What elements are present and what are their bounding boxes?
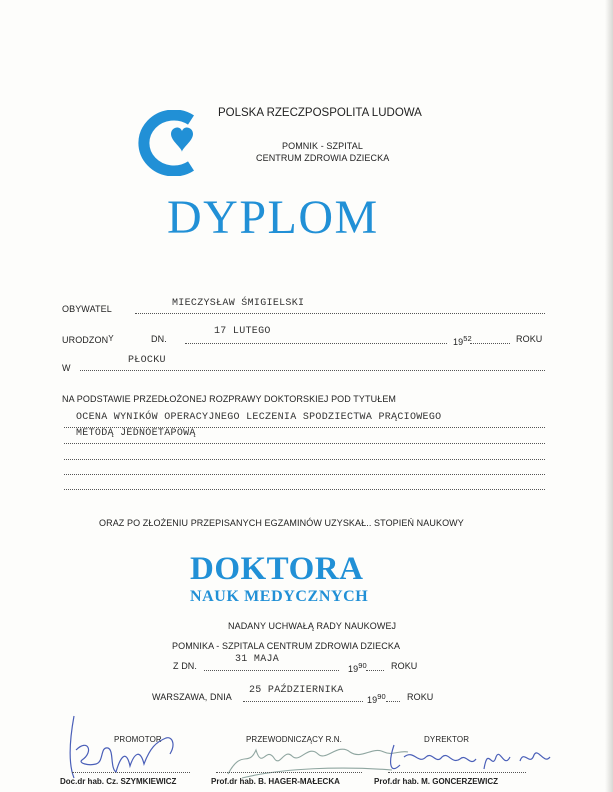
birth-place: PŁOCKU	[128, 355, 166, 366]
place-label: W	[62, 363, 71, 373]
citizen-label: OBYWATEL	[62, 304, 112, 314]
thesis-intro: NA PODSTAWIE PRZEDŁOŻONEJ ROZPRAWY DOKTORSKIEJ POD TYTUŁEM	[62, 394, 397, 404]
institution-line-2: CENTRUM ZDROWIA DZIECKA	[256, 153, 390, 163]
degree-subtitle: NAUK MEDYCZNYCH	[190, 588, 369, 605]
citizen-name: MIECZYSŁAW ŚMIGIELSKI	[172, 298, 305, 309]
thesis-dotted-line-3	[64, 459, 545, 460]
issue-prefix: WARSZAWA, DNIA	[152, 692, 232, 702]
issue-year-dotted-line	[386, 701, 400, 702]
degree-title: DOKTORA	[190, 551, 364, 587]
heart-c-logo-icon	[133, 110, 213, 176]
born-label: URODZONY	[62, 334, 114, 345]
signatory-role-director: DYREKTOR	[424, 735, 470, 744]
conferral-year: $19^{90}$	[348, 661, 367, 674]
director-signature-icon	[380, 735, 555, 780]
director-signature-line	[388, 772, 526, 773]
birth-date-dotted-line	[185, 343, 447, 344]
day-label: DN.	[151, 334, 167, 344]
year-label: ROKU	[516, 334, 543, 344]
republic-name: POLSKA RZECZPOSPOLITA LUDOWA	[218, 107, 422, 119]
thesis-title-line-1: OCENA WYNIKÓW OPERACYJNEGO LECZENIA SPODZIECTWA PRĄCIOWEGO	[76, 412, 442, 423]
page-edge-shadow	[605, 0, 613, 792]
promotor-signature-line	[72, 772, 190, 773]
thesis-dotted-line-5	[64, 489, 545, 490]
birth-year-dotted-line	[470, 343, 510, 344]
issue-year: $19^{90}$	[367, 692, 386, 705]
issue-date-dotted-line	[243, 701, 363, 702]
diploma-title: DYPLOM	[167, 191, 379, 244]
issue-year-label: ROKU	[407, 692, 434, 702]
citizen-dotted-line	[135, 313, 545, 314]
conferral-date-prefix: Z DN.	[173, 661, 197, 671]
birth-year: $19^{52}$	[453, 334, 472, 347]
signatory-name-chair: Prof.dr hab. B. HAGER-MAŁECKA	[211, 777, 340, 786]
thesis-dotted-line-2	[64, 443, 545, 444]
issue-date: 25 PAŹDZIERNIKA	[249, 685, 344, 696]
conferral-date-dotted-line	[204, 670, 339, 671]
birth-date: 17 LUTEGO	[214, 326, 271, 337]
conferral-date: 31 MAJA	[235, 654, 280, 665]
conferral-line-1: NADANY UCHWAŁĄ RADY NAUKOWEJ	[228, 621, 397, 631]
signatory-role-chair: PRZEWODNICZĄCY R.N.	[246, 735, 342, 744]
institution-line-1: POMNIK - SZPITAL	[282, 141, 363, 151]
conferral-year-label: ROKU	[391, 661, 418, 671]
signatory-role-promotor: PROMOTOR	[114, 735, 162, 744]
signatory-name-director: Prof.dr hab. M. GONCERZEWICZ	[374, 777, 498, 786]
conferral-year-dotted-line	[366, 670, 384, 671]
thesis-title-line-2: METODĄ JEDNOETAPOWĄ	[76, 428, 196, 439]
signatory-name-promotor: Doc.dr hab. Cz. SZYMKIEWICZ	[60, 777, 177, 786]
born-suffix: Y	[108, 334, 114, 344]
thesis-dotted-line-4	[64, 474, 545, 475]
exam-statement: ORAZ PO ZŁOŻENIU PRZEPISANYCH EGZAMINÓW UZYSKAŁ.. STOPIEŃ NAUKOWY	[99, 518, 464, 528]
chair-signature-line	[216, 772, 362, 773]
place-dotted-line	[80, 370, 545, 371]
conferral-line-2: POMNIKA - SZPITALA CENTRUM ZDROWIA DZIECKA	[172, 641, 401, 651]
